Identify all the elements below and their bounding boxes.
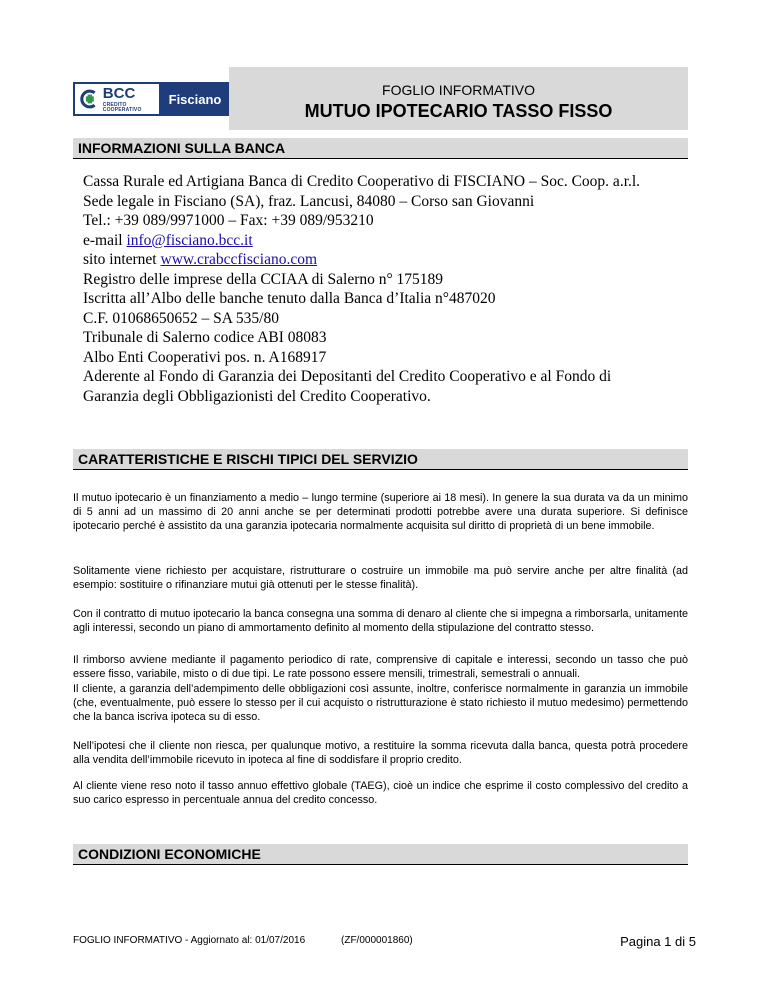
bank-logo bbox=[73, 82, 229, 116]
document-header bbox=[229, 67, 688, 130]
bank-website-label: sito internet bbox=[83, 251, 161, 268]
bank-email-label: e-mail bbox=[83, 231, 127, 249]
footer-document-info: FOGLIO INFORMATIVO - Aggiornato al: 01/07/2016 bbox=[73, 935, 306, 946]
paragraph-taeg: Al cliente viene reso noto il tasso annuo effettivo globale (TAEG), cioè un indice che esprime il costo complessivo del credito a suo carico espresso in percentuale annua del credito concesso. bbox=[73, 780, 688, 806]
paragraph-repayment: Il rimborso avviene mediante il pagamento periodico di rate, comprensive di capitale e interessi, secondo un tasso che può essere fisso, variabile, misto o di due tipi. Le rate possono essere mensili, trimestrali, semestrali o annuali. bbox=[73, 654, 688, 680]
document-title: MUTUO IPOTECARIO TASSO FISSO bbox=[304, 101, 613, 121]
paragraph-definition: Il mutuo ipotecario è un finanziamento a medio – lungo termine (superiore ai 18 mesi). In genere la sua durata va da un minimo di 5 anni ad un massimo di 20 anni anche se per determinati prodotti potrebbe avere una durata superiore. Si definisce ipotecario perché è assistito da una garanzia ipotecaria normalmente acquisita sul diritto di proprietà di un bene immobile. bbox=[73, 492, 688, 532]
paragraph-purpose: Solitamente viene richiesto per acquistare, ristrutturare o costruire un immobile ma può servire anche per altre finalità (ad esempio: sostituire o rifinanziare mutui già ottenuti per le stesse finalità). bbox=[73, 565, 688, 591]
bcc-emblem-icon bbox=[78, 88, 101, 110]
bank-address: Sede legale in Fisciano (SA), fraz. Lancusi, 84080 – Corso san Giovanni bbox=[83, 192, 535, 210]
document-subtitle: FOGLIO INFORMATIVO bbox=[382, 82, 535, 98]
bank-albo: Iscritta all’Albo delle banche tenuto dalla Banca d’Italia n°487020 bbox=[83, 290, 496, 307]
bank-phone: Tel.: +39 089/9971000 – Fax: +39 089/953210 bbox=[83, 212, 374, 229]
footer-page-number: Pagina 1 di 5 bbox=[620, 934, 696, 949]
bcc-logo-mark bbox=[73, 82, 161, 116]
paragraph-default: Nell’ipotesi che il cliente non riesca, per qualunque motivo, a restituire la somma ricevuta dalla banca, questa potrà procedere alla vendita dell’immobile ricevuto in ipoteca al fine di soddisfare il proprio credito. bbox=[73, 740, 688, 766]
bank-registry: Registro delle imprese della CCIAA di Salerno n° 175189 bbox=[83, 270, 444, 288]
bank-info-block bbox=[83, 172, 643, 406]
bank-email-link[interactable]: info@fisciano.bcc.it bbox=[126, 231, 253, 249]
section-heading-bank: INFORMAZIONI SULLA BANCA bbox=[73, 138, 688, 159]
logo-tagline: CREDITO COOPERATIVO bbox=[102, 101, 142, 113]
paragraph-contract: Con il contratto di mutuo ipotecario la banca consegna una somma di denaro al cliente che si impegna a rimborsarla, unitamente agli interessi, secondo un piano di ammortamento definito al momento della stipulazione del contratto stesso. bbox=[73, 608, 688, 634]
bank-website-link[interactable]: www.crabccfisciano.com bbox=[160, 251, 318, 268]
footer-document-code: (ZF/000001860) bbox=[341, 935, 413, 946]
bank-albo-coop: Albo Enti Cooperativi pos. n. A168917 bbox=[83, 348, 327, 366]
bank-tax-code: C.F. 01068650652 – SA 535/80 bbox=[83, 309, 279, 327]
logo-brand: BCC bbox=[102, 84, 136, 102]
bank-website-line bbox=[83, 250, 643, 270]
bank-email-line bbox=[83, 231, 643, 251]
paragraph-guarantee: Il cliente, a garanzia dell’adempimento delle obbligazioni così assunte, inoltre, conferisce normalmente in garanzia un immobile (che, eventualmente, può essere lo stesso per il cui acquisto o ristrutturazione è stato richiesto il mutuo medesimo) permettendo che la banca iscriva ipoteca su di esso. bbox=[73, 683, 688, 723]
bank-guarantee-funds: Aderente al Fondo di Garanzia dei Depositanti del Credito Cooperativo e al Fondo di Garanzia degli Obbligazionisti del Credito Cooperativo. bbox=[83, 368, 612, 405]
bank-court: Tribunale di Salerno codice ABI 08083 bbox=[83, 329, 327, 346]
logo-branch: Fisciano bbox=[161, 82, 229, 116]
section-heading-conditions: CONDIZIONI ECONOMICHE bbox=[73, 844, 688, 865]
bank-name: Cassa Rurale ed Artigiana Banca di Credito Cooperativo di FISCIANO – Soc. Coop. a.r.l. bbox=[83, 173, 641, 190]
section-heading-characteristics: CARATTERISTICHE E RISCHI TIPICI DEL SERVIZIO bbox=[73, 449, 688, 470]
